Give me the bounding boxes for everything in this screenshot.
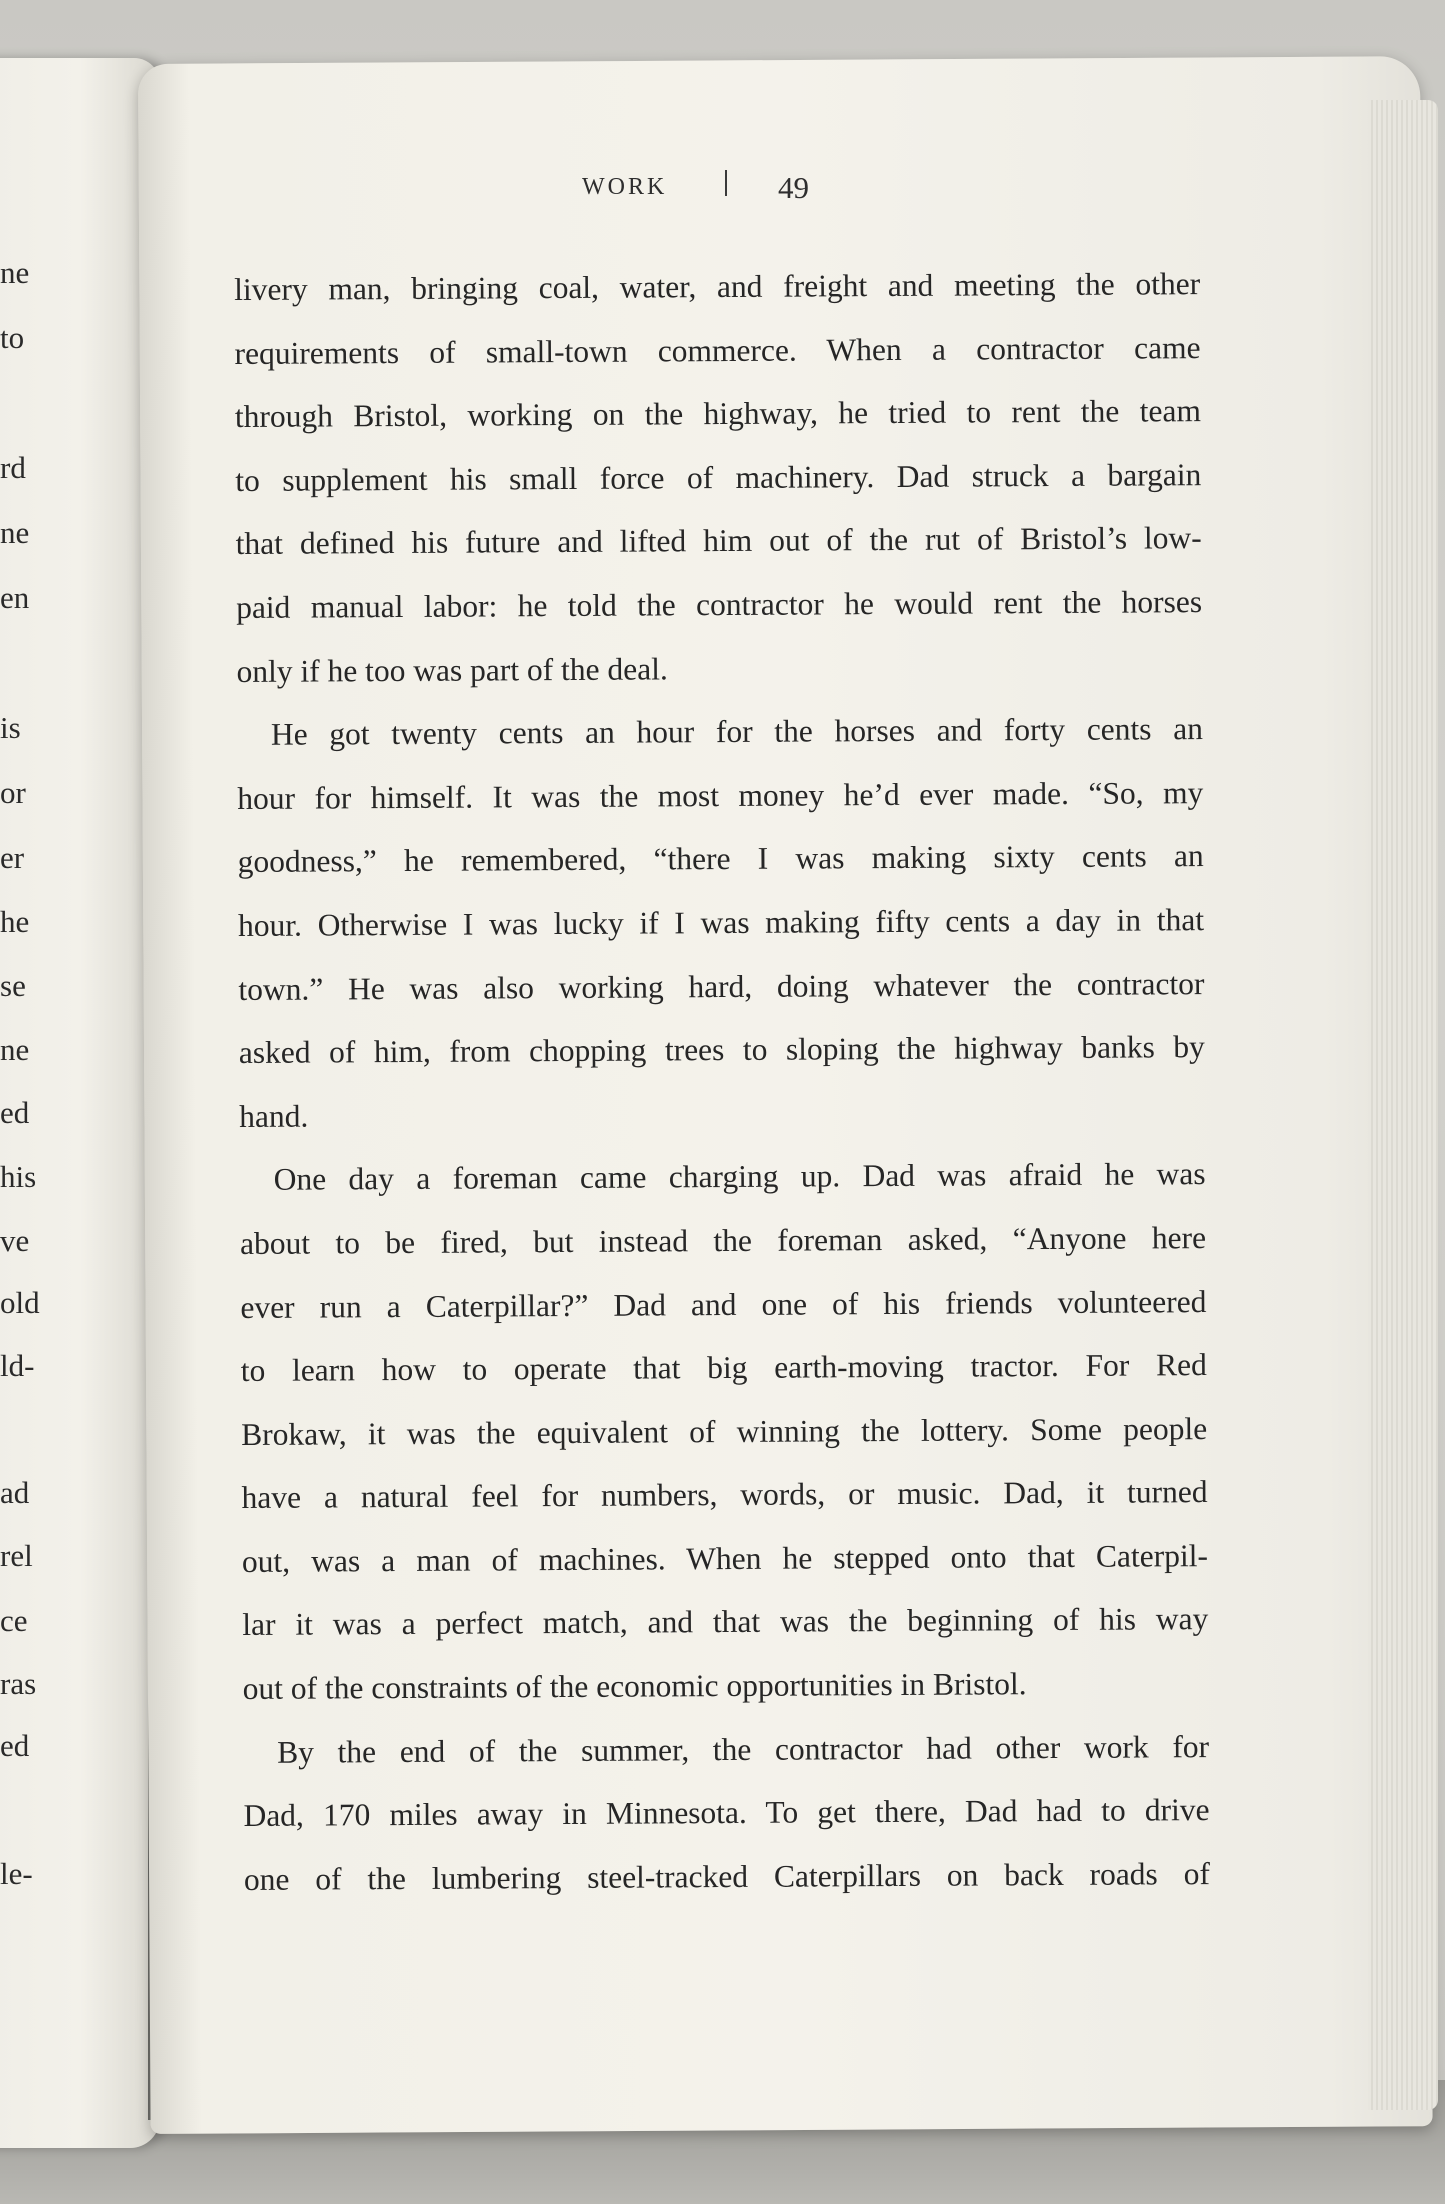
- text-line: out of the constraints of the economic opportunities in Bristol.: [242, 1666, 1027, 1707]
- text-line: to supplement his small force of machinery. Dad struck a bargain: [235, 456, 1202, 498]
- text-line: hand.: [239, 1098, 309, 1134]
- left-fragment: ras: [0, 1666, 37, 1701]
- left-fragment: ad: [0, 1475, 30, 1510]
- text-line: goodness,” he remembered, “there I was making sixty cents an: [237, 838, 1204, 880]
- text-line: By the end of the summer, the contractor had other work for: [277, 1728, 1210, 1770]
- left-fragment: ne: [0, 515, 30, 550]
- page-edges: [1368, 100, 1438, 2110]
- text-line: hour. Otherwise I was lucky if I was making fifty cents a day in that: [237, 902, 1205, 943]
- left-fragment: rd: [0, 450, 26, 485]
- text-line: that defined his future and lifted him out of the rut of Bristol’s low-: [235, 520, 1202, 562]
- left-fragment: ne: [0, 1032, 30, 1067]
- left-fragment: ld-: [0, 1348, 35, 1383]
- left-fragment: is: [0, 710, 21, 745]
- text-line: livery man, bringing coal, water, and freight and meeting the other: [234, 266, 1201, 307]
- left-fragment: old: [0, 1285, 40, 1320]
- left-fragment: ed: [0, 1728, 30, 1763]
- section-title: WORK: [582, 174, 668, 200]
- text-line: Dad, 170 miles away in Minnesota. To get there, Dad had to drive: [243, 1792, 1210, 1834]
- left-fragment: ce: [0, 1603, 28, 1638]
- left-fragment: his: [0, 1159, 37, 1194]
- left-fragment: ve: [0, 1223, 30, 1258]
- text-line: hour for himself. It was the most money he’d ever made. “So, my: [237, 774, 1204, 816]
- text-line: One day a foreman came charging up. Dad was afraid he was: [273, 1156, 1206, 1198]
- text-line: ever run a Caterpillar?” Dad and one of his friends volunteered: [240, 1283, 1207, 1325]
- text-line: He got twenty cents an hour for the horses and forty cents an: [270, 711, 1204, 752]
- left-fragment: rel: [0, 1538, 33, 1573]
- left-fragment: ed: [0, 1095, 30, 1130]
- text-line: about to be fired, but instead the foreman asked, “Anyone here: [239, 1219, 1207, 1261]
- running-header: [0, 170, 1445, 210]
- text-line: paid manual labor: he told the contractor he would rent the horses: [236, 584, 1203, 625]
- left-fragment: er: [0, 840, 25, 875]
- left-fragment: he: [0, 904, 30, 939]
- text-line: out, was a man of machines. When he stepped onto that Caterpil-: [241, 1537, 1209, 1579]
- text-line: lar it was a perfect match, and that was the beginning of his way: [242, 1601, 1209, 1643]
- left-fragment: or: [0, 775, 26, 810]
- text-line: requirements of small-town commerce. When a contractor came: [234, 329, 1201, 371]
- left-fragment: to: [0, 320, 25, 355]
- left-fragment: se: [0, 968, 26, 1003]
- text-line: through Bristol, working on the highway, he tried to rent the team: [234, 393, 1202, 435]
- body-text: [234, 252, 1210, 1911]
- text-line: to learn how to operate that big earth-moving tractor. For Red: [240, 1347, 1207, 1389]
- left-fragment: ne: [0, 255, 30, 290]
- header-separator: [725, 170, 727, 196]
- text-line: Brokaw, it was the equivalent of winning the lottery. Some people: [241, 1410, 1208, 1452]
- text-line: only if he too was part of the deal.: [236, 650, 668, 689]
- text-line: have a natural feel for numbers, words, or music. Dad, it turned: [241, 1474, 1208, 1516]
- text-line: one of the lumbering steel-tracked Caterpillars on back roads of: [243, 1855, 1210, 1897]
- text-line: town.” He was also working hard, doing whatever the contractor: [238, 965, 1205, 1007]
- page-number: 49: [778, 170, 809, 205]
- text-line: asked of him, from chopping trees to sloping the highway banks by: [238, 1029, 1205, 1071]
- left-fragment: le-: [0, 1856, 33, 1891]
- left-fragment: en: [0, 580, 30, 615]
